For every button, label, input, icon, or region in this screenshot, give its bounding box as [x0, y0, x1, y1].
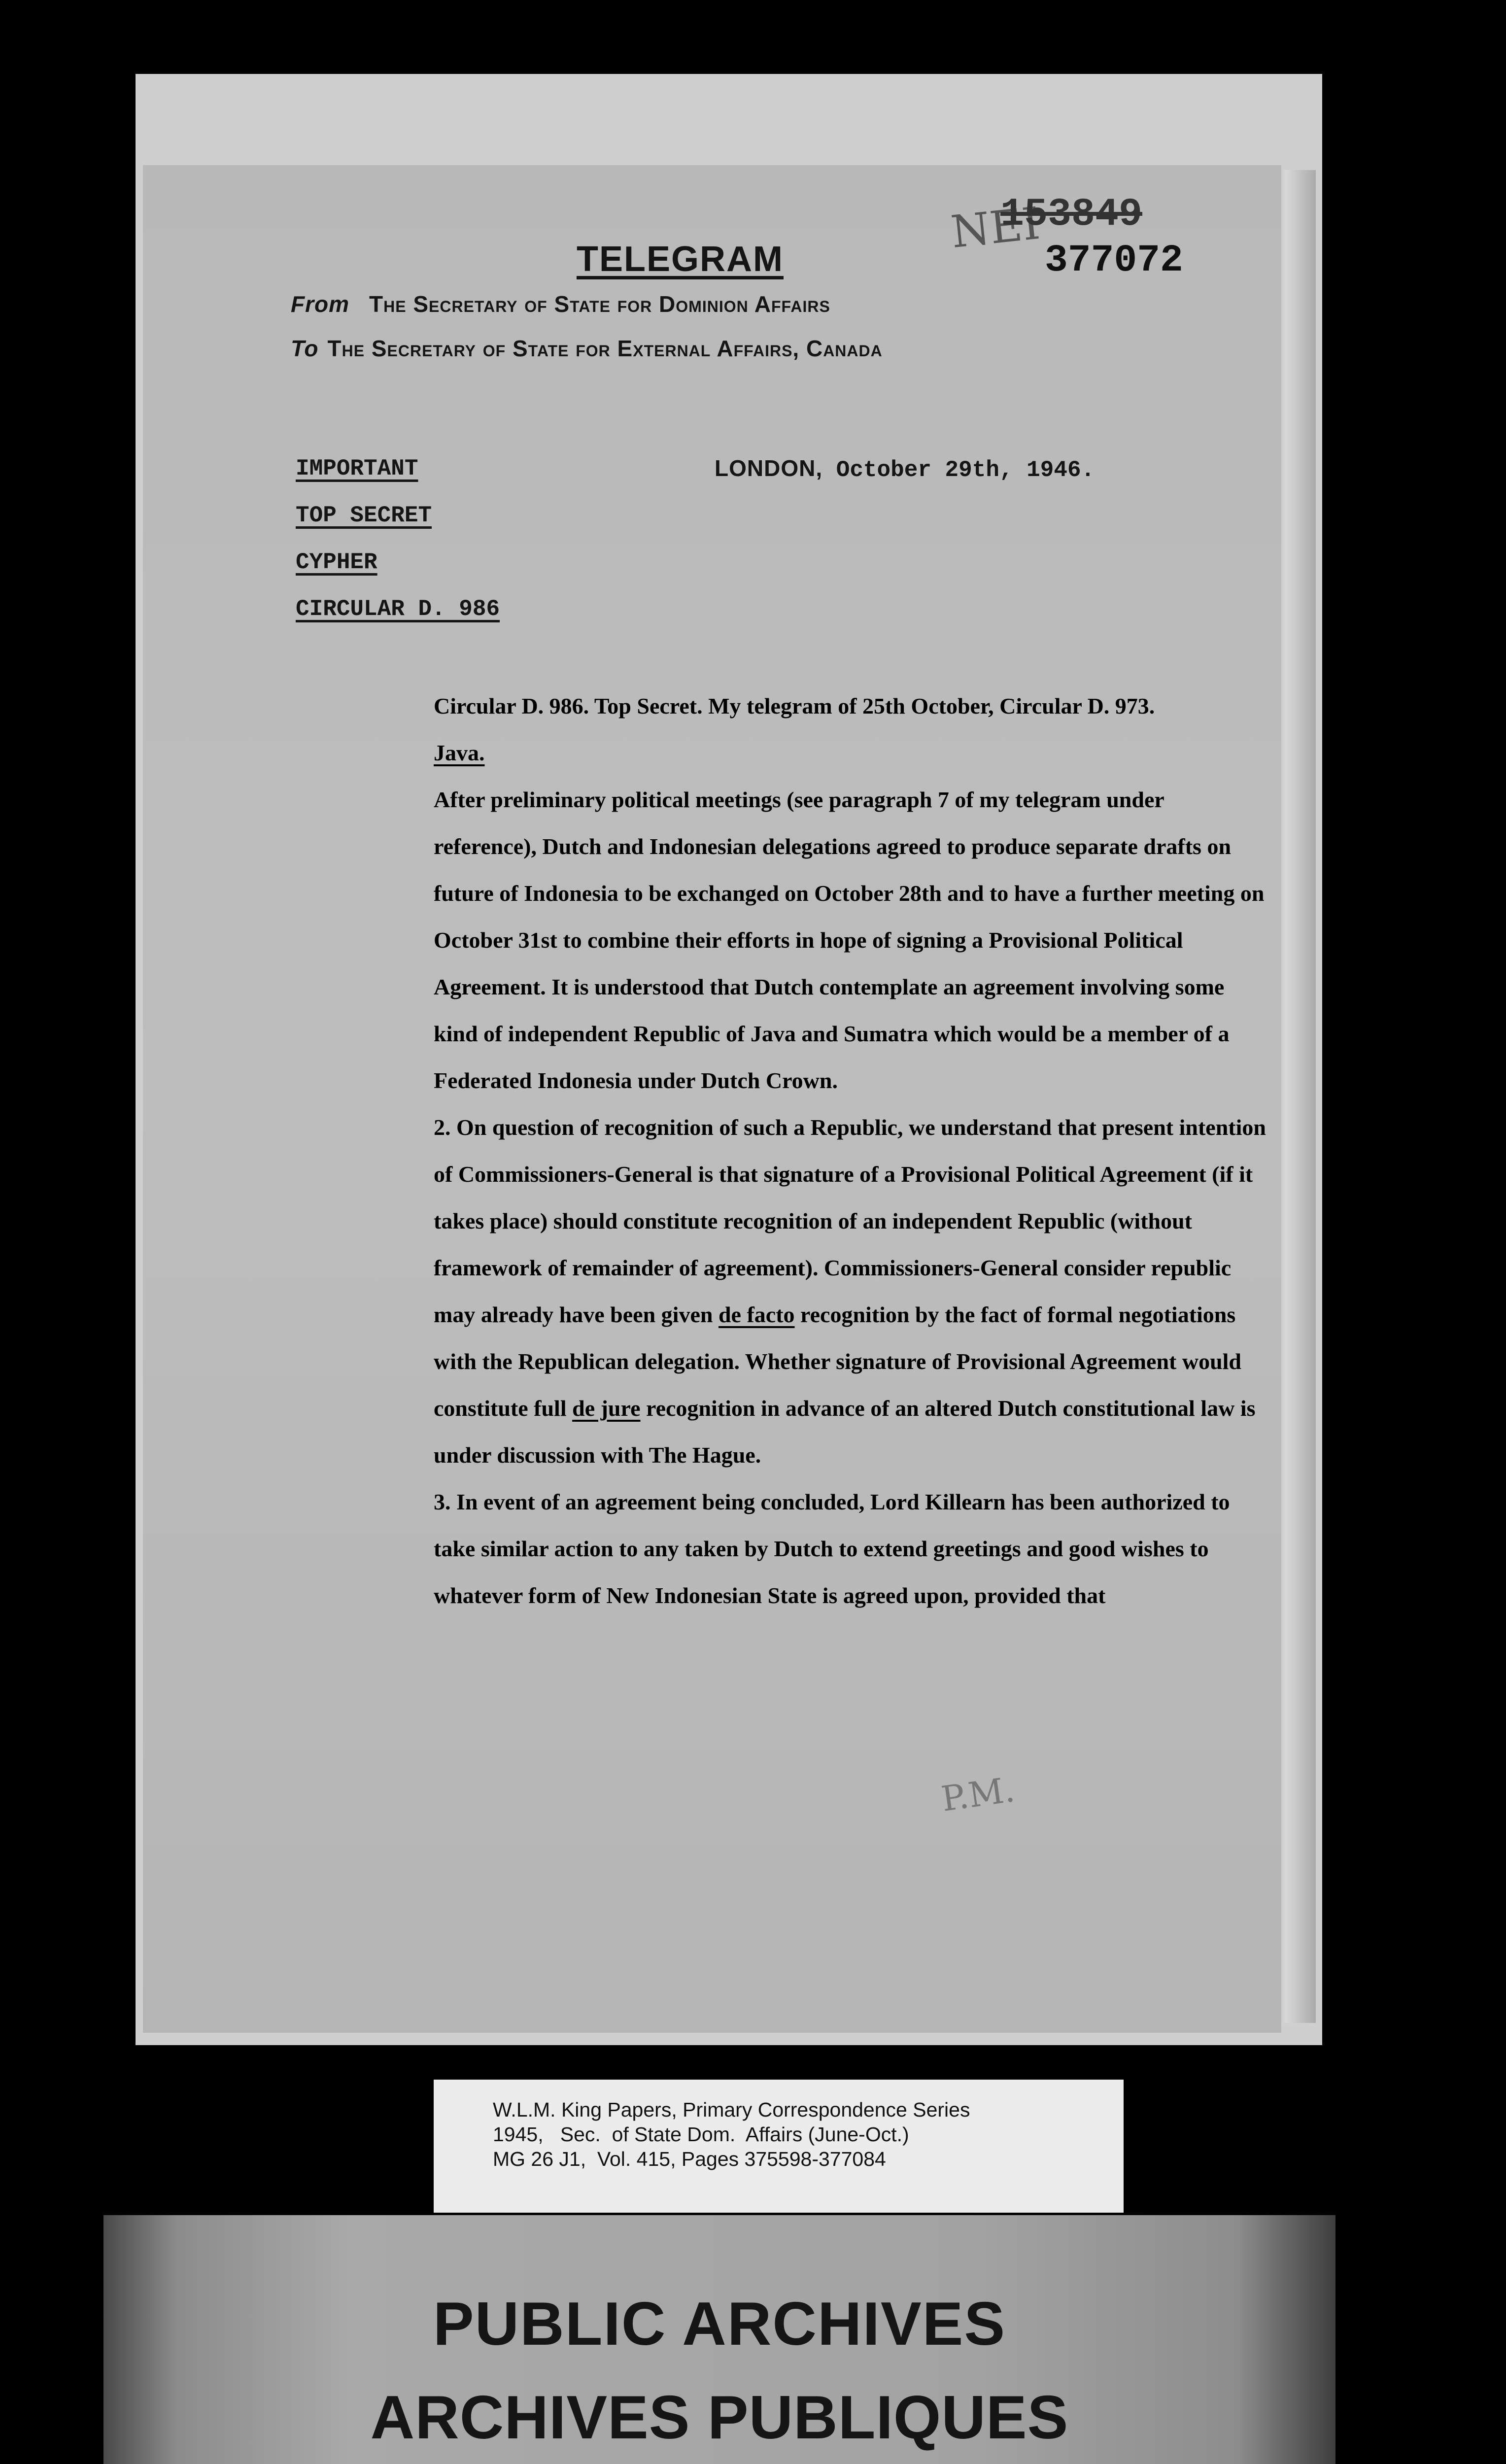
handwritten-initials: P.M.: [939, 1769, 1018, 1819]
paragraph-3: 3. In event of an agreement being concluded, Lord Killearn has been authorized to take similar action to any taken by Dutch to extend greetings and good wishes to whatever form of New Indonesian State is agreed upon, provided that: [434, 1489, 1230, 1608]
from-line: [291, 291, 830, 317]
classification-important: IMPORTANT: [296, 456, 418, 481]
classification-cypher: CYPHER: [296, 549, 377, 575]
to-label: To: [291, 336, 319, 361]
from-text: The Secretary of State for Dominion Affairs: [369, 291, 830, 317]
reference-line-1: W.L.M. King Papers, Primary Correspondence Series: [493, 2098, 970, 2121]
reference-line-2: 1945, Sec. of State Dom. Affairs (June-Oct.): [493, 2123, 909, 2146]
archive-line-english: PUBLIC ARCHIVES: [433, 2290, 1006, 2358]
paragraph-1: After preliminary political meetings (see paragraph 7 of my telegram under reference), Dutch and Indonesian delegations agreed to produce separate drafts on future of Indonesia to be exchanged on October 28th and to have a further meeting on October 31st to combine their efforts in hope of signing a Provisional Political Agreement. It is understood that Dutch contemplate an agreement involving some kind of independent Republic of Java and Sumatra which would be a member of a Federated Indonesia under Dutch Crown.: [434, 787, 1265, 1093]
handwritten-stamp: NEI: [949, 197, 1042, 259]
dateline: [715, 455, 1095, 483]
from-label: From: [291, 291, 349, 317]
de-jure-term: de jure: [572, 1396, 641, 1421]
to-text: The Secretary of State for External Affairs, Canada: [327, 336, 883, 361]
reference-line-3: MG 26 J1, Vol. 415, Pages 375598-377084: [493, 2148, 886, 2170]
classification-top-secret: TOP SECRET: [296, 503, 432, 528]
de-facto-term: de facto: [718, 1302, 795, 1327]
telegram-body: [365, 683, 1266, 1619]
archive-line-french: ARCHIVES PUBLIQUES: [370, 2384, 1069, 2452]
subject-line: Java.: [434, 740, 485, 765]
document-number-stamp: 377072: [1045, 239, 1183, 282]
archive-plate: [103, 2215, 1335, 2464]
classification-circular: CIRCULAR D. 986: [296, 596, 500, 622]
dateline-city: LONDON,: [715, 455, 823, 481]
telegram-heading: TELEGRAM: [577, 240, 784, 279]
to-line: [291, 335, 883, 362]
reference-card: [434, 2080, 1124, 2213]
dateline-date: October 29th, 1946.: [836, 457, 1095, 483]
intro-paragraph: Circular D. 986. Top Secret. My telegram of 25th October, Circular D. 973.: [434, 693, 1155, 719]
crossed-out-document-number: 153849: [1000, 192, 1143, 237]
paragraph-2: 2. On question of recognition of such a Republic, we understand that present intention of Commissioners-General is that signature of a Provisional Political Agreement (if it takes place) should constitute recognition of an independent Republic (without framework of remainder of agreement). Commissioners-General consider republic may already have been given de facto recognition by the fact of formal negotiations with the Republican delegation. Whether signature of Provisional Agreement would constitute full de jure recognition in advance of an altered Dutch constitutional law is under discussion with The Hague.: [434, 1115, 1266, 1468]
